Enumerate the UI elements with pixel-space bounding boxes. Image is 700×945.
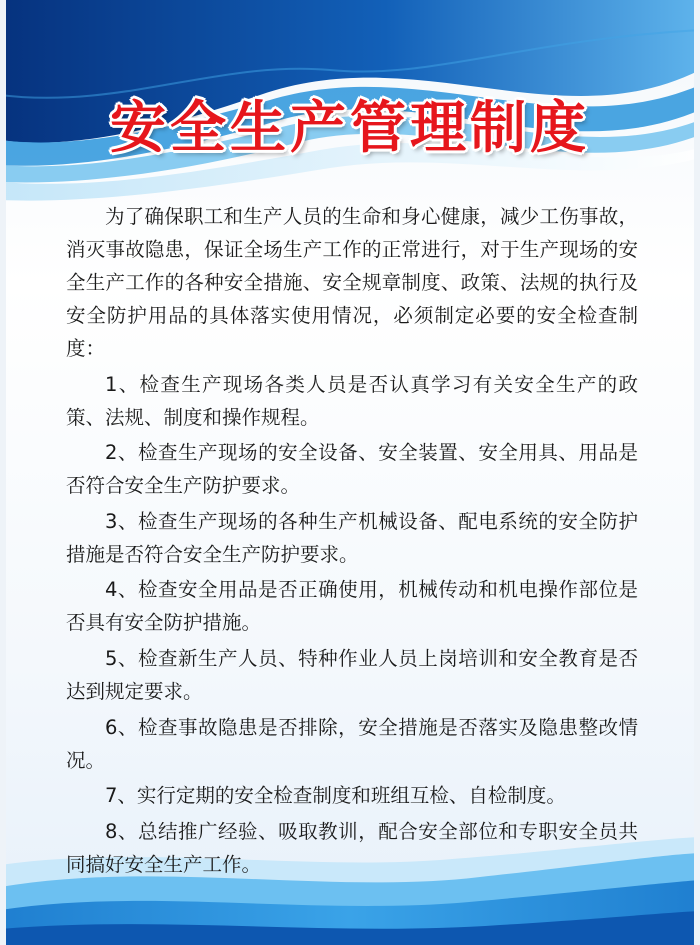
rule-item-3: 3、检查生产现场的各种生产机械设备、配电系统的安全防护措施是否符合安全生产防护要求。 [66,509,638,566]
rule-item-2: 2、检查生产现场的安全设备、安全装置、安全用具、用品是否符合安全生产防护要求。 [66,441,638,498]
poster-title: 安全生产管理制度 [110,95,590,161]
rule-item-4: 4、检查安全用品是否正确使用，机械传动和机电操作部位是否具有安全防护措施。 [66,578,638,635]
rule-item-5: 5、检查新生产人员、特种作业人员上岗培训和安全教育是否达到规定要求。 [66,646,638,703]
rule-item-8: 8、总结推广经验、吸取教训，配合安全部位和专职安全员共同搞好安全生产工作。 [66,819,638,876]
regulation-body [66,200,638,881]
rule-item-7: 7、实行定期的安全检查制度和班组互检、自检制度。 [105,784,566,808]
rule-item-6: 6、检查事故隐患是否排除，安全措施是否落实及隐患整改情况。 [66,715,638,772]
intro-paragraph: 为了确保职工和生产人员的生命和身心健康，减少工伤事故，消灭事故隐患，保证全场生产工作的正常进行，对于生产现场的安全生产工作的各种安全措施、安全规章制度、政策、法规的执行及安全防护用品的具体落实使用情况，必须制定必要的安全检查制度： [66,205,638,360]
rule-item-1: 1、检查生产现场各类人员是否认真学习有关安全生产的政策、法规、制度和操作规程。 [66,372,638,429]
